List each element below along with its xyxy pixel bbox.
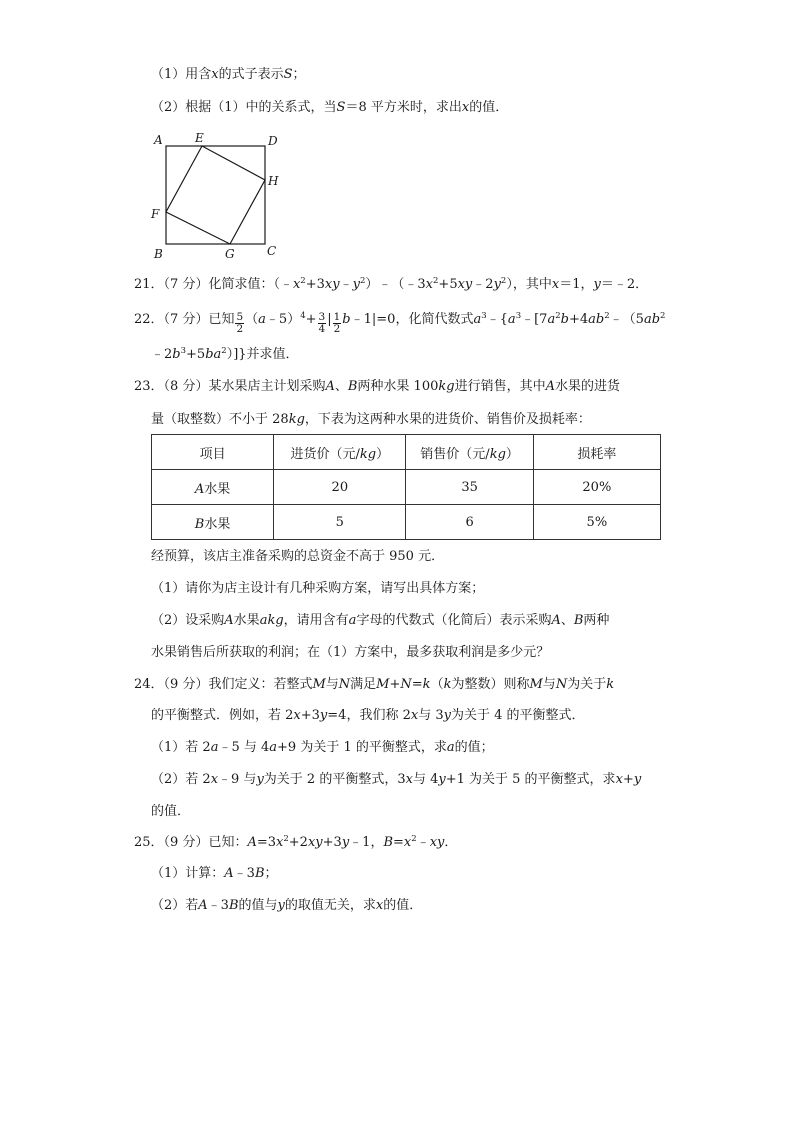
q24-part2-line1: （2）若 2x﹣9 与y为关于 2 的平衡整式，3x与 4y+1 为关于 5 的平衡整式，求x+y <box>151 772 642 787</box>
fraction-1-2: $\frac{1}{2}$ <box>333 311 341 335</box>
q23-line1: 23．（8 分）某水果店主计划采购A、B两种水果 100kg进行销售，其中A水果的进货 <box>134 379 620 394</box>
q25-part2: （2）若A﹣3B的值与y的取值无关，求x的值． <box>151 898 423 913</box>
q24-part2-line2: 的值． <box>151 804 191 819</box>
label-G: G <box>225 247 235 260</box>
q24-line1: 24．（9 分）我们定义：若整式M与N满足M+N=k（k为整数）则称M与N为关于k <box>134 677 615 692</box>
q22-line2: $﹣2b^3+5ba^2$）]}并求值． <box>151 346 299 362</box>
q20-part1: （1）用含x的式子表示S； <box>151 67 306 82</box>
table-cell: B水果 <box>152 505 274 540</box>
label-C: C <box>267 244 277 258</box>
q25-part1: （1）计算：A﹣3B； <box>151 866 278 881</box>
fraction-3-4: $\frac{3}{4}$ <box>318 311 326 335</box>
table-cell: 20% <box>533 470 660 505</box>
q23-part2-line2: 水果销售后所获取的利润；在（1）方案中，最多获取利润是多少元？ <box>151 645 550 660</box>
table-header-cell: 进货价（元/kg） <box>274 435 406 470</box>
fruit-price-table <box>151 434 661 540</box>
q23-part2-line1: （2）设采购A水果akg，请用含有a字母的代数式（化简后）表示采购A、B两种 <box>151 613 610 628</box>
label-A: A <box>154 133 163 147</box>
label-H: H <box>268 174 279 188</box>
label-F: F <box>151 207 160 221</box>
q21-line: 21．（7 分）化简求值：$(﹣x^2+3xy﹣y^2)﹣(﹣3x^2+5xy﹣2y^2)$，其中x＝1，y＝﹣2． <box>134 276 649 292</box>
fraction-5-2: $\frac{5}{2}$ <box>236 311 244 335</box>
inner-square <box>166 146 265 244</box>
table-cell: 35 <box>406 470 533 505</box>
outer-square <box>166 146 265 244</box>
table-cell: 5 <box>274 505 406 540</box>
table-cell: 20 <box>274 470 406 505</box>
q23-line2: 量（取整数）不小于 28kg，下表为这两种水果的进货价、销售价及损耗率： <box>151 412 591 427</box>
q23-budget: 经预算，该店主准备采购的总资金不高于 950 元． <box>151 549 445 564</box>
table-cell: A水果 <box>152 470 274 505</box>
label-B: B <box>154 247 163 260</box>
q20-part2: （2）根据（1）中的关系式，当S＝8 平方米时，求出x的值． <box>151 100 509 115</box>
label-E: E <box>195 131 204 145</box>
table-cell: 6 <box>406 505 533 540</box>
table-row <box>152 505 661 540</box>
table-header-cell: 项目 <box>152 435 274 470</box>
q25-line1: 25．（9 分）已知：$A=3x^2+2xy+3y﹣1$，$B=x^2﹣xy$． <box>134 834 458 850</box>
q23-part1: （1）请你为店主设计有几种采购方案，请写出具体方案； <box>151 581 485 596</box>
label-D: D <box>268 134 278 148</box>
square-figure <box>145 128 285 260</box>
q24-line2: 的平衡整式．例如，若 2x+3y=4，我们称 2x与 3y为关于 4 的平衡整式． <box>151 708 585 723</box>
table-cell: 5% <box>533 505 660 540</box>
table-header-cell: 销售价（元/kg） <box>406 435 533 470</box>
table-header-row <box>152 435 661 470</box>
table-header-cell: 损耗率 <box>533 435 660 470</box>
table-row <box>152 470 661 505</box>
q22-line1: 22．（7 分）已知 $\frac{5}{2}$ （a﹣5）$^4$+ $\frac{3}{4}$ | $\frac{1}{2}$ b﹣1|=0，化简代数式$a^3﹣\{a^3﹣[7a^2b+4ab^2﹣(5ab^2$ <box>134 311 666 335</box>
q24-part1: （1）若 2a﹣5 与 4a+9 为关于 1 的平衡整式，求a的值； <box>151 740 494 755</box>
